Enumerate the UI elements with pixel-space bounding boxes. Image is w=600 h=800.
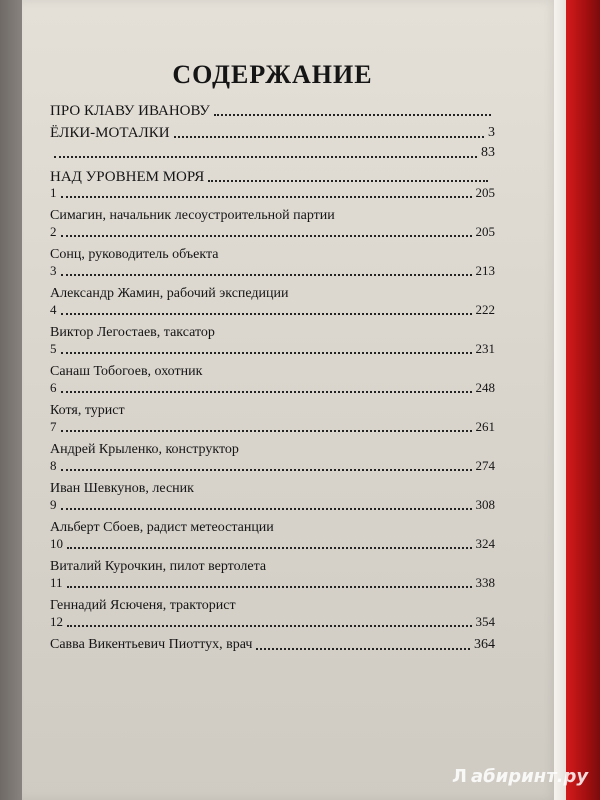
chapter-title-row [50,520,495,535]
chapter-page: 261 [475,419,495,434]
chapter-page: 274 [475,458,495,473]
chapter-number-row [50,225,495,239]
chapter-page: 324 [475,536,495,551]
dot-leader [61,508,472,510]
chapter-title: Виталий Курочкин, пилот вертолета [50,559,267,574]
entry-title: НАД УРОВНЕМ МОРЯ [50,169,205,185]
entry-title: ЁЛКИ-МОТАЛКИ [50,125,170,141]
chapter-title-row [50,481,495,496]
background-left [0,0,24,800]
dot-leader [61,430,472,432]
chapter-page: 213 [475,263,495,278]
entry-page: 3 [488,125,495,140]
chapter-number: 10 [50,536,63,551]
dot-leader [61,313,472,315]
entry-title: ПРО КЛАВУ ИВАНОВУ [50,103,210,119]
dot-leader [61,469,472,471]
chapter-title: Санаш Тобогоев, охотник [50,364,203,379]
chapter-title-row [50,208,495,223]
dot-leader [208,180,488,182]
entry-page: 83 [481,145,495,160]
chapter-number-row [50,264,495,278]
watermark-text: абиринт.ру [470,766,589,787]
chapter-title: Симагин, начальник лесоустроительной партии [50,208,335,223]
toc-entry [50,170,495,184]
chapter-title-row [50,598,495,613]
chapter-title-row [50,442,495,457]
dot-leader [214,114,491,116]
watermark [452,766,588,787]
toc-entry-page-line [50,126,495,140]
chapter-title: Геннадий Ясюченя, тракторист [50,598,236,613]
chapter-number-row [50,303,495,317]
dot-leader [174,136,484,138]
chapter-number: 8 [50,458,57,473]
chapter-page: 248 [475,380,495,395]
chapter-title-row [50,247,495,262]
chapter-number-row [50,576,495,590]
chapter-title: Андрей Крыленко, конструктор [50,442,239,457]
dot-leader [61,196,472,198]
chapter-page: 205 [475,224,495,239]
chapter-title: Котя, турист [50,403,125,418]
page-edge [554,0,566,800]
red-cover-edge [566,0,600,800]
chapter-number-row [50,615,495,629]
chapter-page: 222 [475,302,495,317]
chapter-title-row [50,637,495,652]
dot-leader [67,625,472,627]
chapter-title: Иван Шевкунов, лесник [50,481,194,496]
dot-leader [61,391,472,393]
dot-leader [256,648,470,650]
chapter-title: Альберт Сбоев, радист метеостанции [50,520,274,535]
dot-leader [54,156,477,158]
chapter-title: Сонц, руководитель объекта [50,247,219,262]
chapter-number-row [50,420,495,434]
toc-entry [50,104,495,118]
chapter-page: 338 [475,575,495,590]
dot-leader [61,352,472,354]
chapter-number: 3 [50,263,57,278]
chapter-number: 4 [50,302,57,317]
toc-entry-page-line [50,146,495,160]
chapter-title-row [50,403,495,418]
chapter-number-row [50,498,495,512]
chapter-title: Александр Жамин, рабочий экспедиции [50,286,289,301]
chapter-number: 11 [50,575,63,590]
chapter-number-row [50,342,495,356]
chapter-title-row [50,559,495,574]
chapter-page: 308 [475,497,495,512]
chapter-title-row [50,364,495,379]
chapter-number: 12 [50,614,63,629]
dot-leader [61,274,472,276]
table-of-contents [50,60,495,652]
chapter-number: 6 [50,380,57,395]
chapter-title: Виктор Легостаев, таксатор [50,325,215,340]
chapter-number: 2 [50,224,57,239]
chapter-number: 5 [50,341,57,356]
chapter-title: Савва Викентьевич Пиоттух, врач [50,637,253,652]
chapter-title-row [50,286,495,301]
dot-leader [67,547,472,549]
page-title: СОДЕРЖАНИЕ [172,60,373,89]
chapter-page: 364 [474,637,495,652]
chapter-page: 231 [475,341,495,356]
dot-leader [67,586,472,588]
chapter-page: 205 [475,185,495,200]
chapter-number-row [50,186,495,200]
chapter-number-row [50,537,495,551]
chapter-number-row [50,381,495,395]
chapter-number-row [50,459,495,473]
chapter-list [50,186,495,652]
labirint-logo-icon: Л [452,766,467,787]
chapter-number: 7 [50,419,57,434]
chapter-title-row [50,325,495,340]
chapter-number: 1 [50,185,57,200]
chapter-page: 354 [475,614,495,629]
dot-leader [61,235,472,237]
chapter-number: 9 [50,497,57,512]
